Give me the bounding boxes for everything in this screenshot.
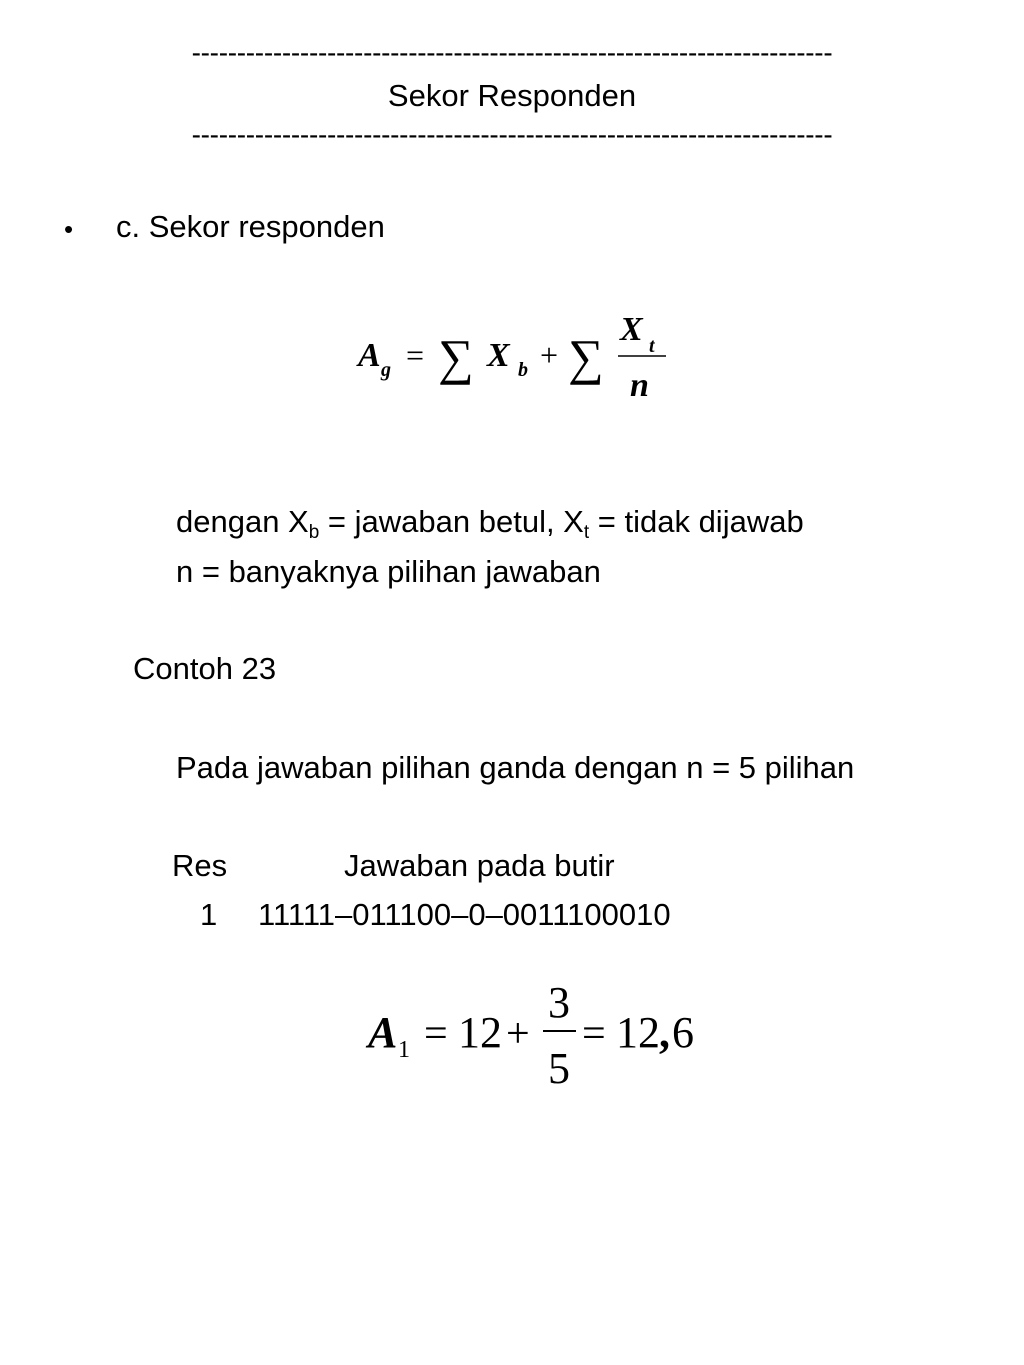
- example-numerator: 3: [548, 978, 570, 1027]
- definition-line-1: dengan $X_b$ = jawaban betul, $X_t$ = tidak dijawab: [176, 504, 804, 543]
- example-value-1: 12: [458, 1008, 502, 1057]
- example-denominator: 5: [548, 1044, 570, 1093]
- formula-example: [360, 975, 720, 1095]
- example-result-dec: 6: [672, 1008, 694, 1057]
- formula-sum-2: ∑: [568, 329, 604, 385]
- bullet-text: c. Sekor responden: [116, 209, 385, 244]
- column-header-answers: Jawaban pada butir: [344, 848, 615, 883]
- example-equals-1: =: [424, 1011, 448, 1057]
- header-dash-bottom: -----------------------------------------------------------------------: [191, 119, 833, 150]
- page-title: Sekor Responden: [387, 78, 637, 113]
- formula-lhs: A: [358, 337, 381, 374]
- definition-line-2: n = banyaknya pilihan jawaban: [176, 554, 601, 589]
- formula-plus: +: [540, 337, 559, 373]
- example-plus: +: [506, 1011, 530, 1057]
- column-header-res: Res: [172, 848, 228, 883]
- example-lhs-sub: 1: [398, 1037, 410, 1063]
- formula-numerator-sub: t: [649, 335, 655, 357]
- example-result-comma: ,: [659, 1008, 670, 1057]
- row-answers: 11111–011100–0–0011100010: [258, 897, 671, 932]
- formula-sum-1: ∑: [438, 329, 474, 385]
- example-equals-2: =: [582, 1011, 606, 1057]
- example-heading: Contoh 23: [133, 651, 277, 686]
- example-description: Pada jawaban pilihan ganda dengan n = 5 pilihan: [176, 750, 855, 785]
- example-lhs: A: [368, 1008, 398, 1057]
- header-dash-top: -----------------------------------------------------------------------: [191, 37, 833, 68]
- formula-general: [340, 300, 690, 410]
- formula-equals: =: [406, 337, 425, 373]
- row-number: 1: [200, 897, 218, 932]
- formula-term1-sub: b: [518, 359, 528, 381]
- formula-term1: X: [487, 337, 510, 374]
- example-result-int: 12: [616, 1008, 660, 1057]
- bullet-mark: •: [64, 214, 74, 244]
- formula-lhs-sub: g: [381, 359, 391, 381]
- formula-denominator: n: [630, 367, 649, 404]
- formula-numerator: X: [620, 311, 643, 348]
